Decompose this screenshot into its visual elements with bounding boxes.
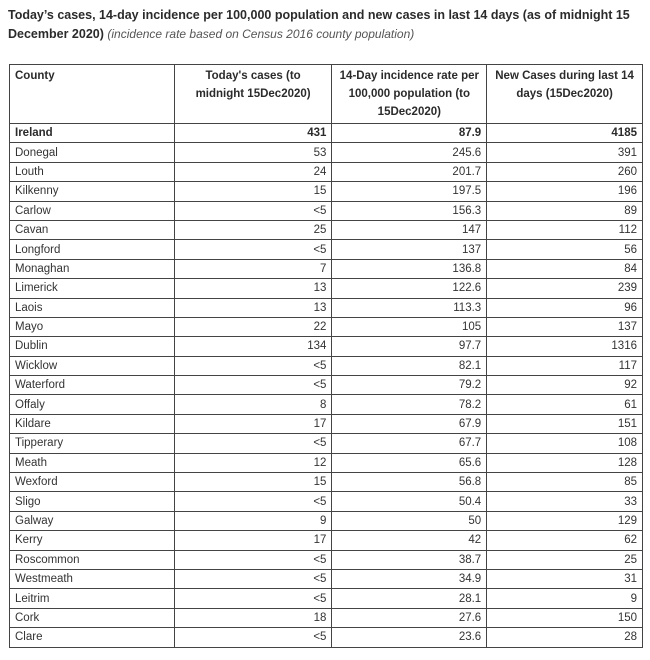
cell-county: Cork [10, 608, 175, 627]
table-row [10, 298, 643, 317]
cell-new-cases: 129 [487, 511, 643, 530]
cell-today-cases: <5 [174, 434, 332, 453]
cell-county: Waterford [10, 376, 175, 395]
cell-county: Longford [10, 240, 175, 259]
cell-today-cases: 13 [174, 298, 332, 317]
cell-new-cases: 128 [487, 453, 643, 472]
cell-incidence-rate: 67.9 [332, 414, 487, 433]
cell-incidence-rate: 122.6 [332, 279, 487, 298]
table-row [10, 143, 643, 162]
cell-today-cases: 9 [174, 511, 332, 530]
cell-incidence-rate: 156.3 [332, 201, 487, 220]
cell-incidence-rate: 27.6 [332, 608, 487, 627]
cell-today-cases: <5 [174, 628, 332, 647]
cell-today-cases: 18 [174, 608, 332, 627]
cell-county: Leitrim [10, 589, 175, 608]
table-body [10, 124, 643, 648]
cell-incidence-rate: 197.5 [332, 182, 487, 201]
cell-today-cases: 25 [174, 220, 332, 239]
cell-new-cases: 56 [487, 240, 643, 259]
cell-county: Wexford [10, 473, 175, 492]
cell-new-cases: 137 [487, 317, 643, 336]
cell-new-cases: 151 [487, 414, 643, 433]
cell-today-cases: 24 [174, 162, 332, 181]
table-row [10, 531, 643, 550]
cell-new-cases: 239 [487, 279, 643, 298]
table-row [10, 511, 643, 530]
cell-today-cases: 8 [174, 395, 332, 414]
cell-county: Tipperary [10, 434, 175, 453]
cell-county: Louth [10, 162, 175, 181]
cell-county: Roscommon [10, 550, 175, 569]
table-row [10, 240, 643, 259]
table-row [10, 182, 643, 201]
cell-incidence-rate: 105 [332, 317, 487, 336]
cell-new-cases: 150 [487, 608, 643, 627]
cell-today-cases: 53 [174, 143, 332, 162]
cell-county: Kerry [10, 531, 175, 550]
header-new-cases: New Cases during last 14 days (15Dec2020) [487, 65, 643, 124]
cell-new-cases: 391 [487, 143, 643, 162]
heading-note: (incidence rate based on Census 2016 county population) [107, 27, 415, 41]
cell-incidence-rate: 79.2 [332, 376, 487, 395]
table-row-total [10, 124, 643, 143]
header-today-cases: Today's cases (to midnight 15Dec2020) [174, 65, 332, 124]
cell-county: Westmeath [10, 569, 175, 588]
header-incidence-rate: 14-Day incidence rate per 100,000 population (to 15Dec2020) [332, 65, 487, 124]
cell-today-cases: 431 [174, 124, 332, 143]
cell-new-cases: 4185 [487, 124, 643, 143]
cell-incidence-rate: 28.1 [332, 589, 487, 608]
cell-county: Monaghan [10, 259, 175, 278]
table-row [10, 317, 643, 336]
table-row [10, 589, 643, 608]
cell-today-cases: 13 [174, 279, 332, 298]
cell-today-cases: 17 [174, 414, 332, 433]
cell-county: Dublin [10, 337, 175, 356]
cell-today-cases: <5 [174, 550, 332, 569]
cell-incidence-rate: 137 [332, 240, 487, 259]
table-row [10, 473, 643, 492]
table-row [10, 550, 643, 569]
cell-county: Kildare [10, 414, 175, 433]
table-row [10, 395, 643, 414]
cases-table [9, 64, 643, 648]
cell-incidence-rate: 147 [332, 220, 487, 239]
cell-incidence-rate: 34.9 [332, 569, 487, 588]
cell-today-cases: 17 [174, 531, 332, 550]
cell-incidence-rate: 50.4 [332, 492, 487, 511]
cell-county: Ireland [10, 124, 175, 143]
cell-county: Offaly [10, 395, 175, 414]
cell-new-cases: 196 [487, 182, 643, 201]
cell-county: Meath [10, 453, 175, 472]
cell-today-cases: <5 [174, 569, 332, 588]
table-row [10, 279, 643, 298]
cell-today-cases: <5 [174, 376, 332, 395]
cell-incidence-rate: 201.7 [332, 162, 487, 181]
cell-incidence-rate: 245.6 [332, 143, 487, 162]
cell-incidence-rate: 38.7 [332, 550, 487, 569]
cell-today-cases: 15 [174, 182, 332, 201]
cell-incidence-rate: 67.7 [332, 434, 487, 453]
cell-county: Limerick [10, 279, 175, 298]
cell-new-cases: 108 [487, 434, 643, 453]
cell-today-cases: 7 [174, 259, 332, 278]
cell-county: Laois [10, 298, 175, 317]
table-row [10, 453, 643, 472]
cell-new-cases: 1316 [487, 337, 643, 356]
cell-county: Clare [10, 628, 175, 647]
cell-incidence-rate: 97.7 [332, 337, 487, 356]
cell-county: Cavan [10, 220, 175, 239]
cell-new-cases: 9 [487, 589, 643, 608]
cell-new-cases: 117 [487, 356, 643, 375]
cell-new-cases: 92 [487, 376, 643, 395]
cell-county: Donegal [10, 143, 175, 162]
cell-new-cases: 85 [487, 473, 643, 492]
cell-county: Carlow [10, 201, 175, 220]
cell-today-cases: <5 [174, 240, 332, 259]
table-row [10, 414, 643, 433]
cell-incidence-rate: 82.1 [332, 356, 487, 375]
table-row [10, 337, 643, 356]
cell-new-cases: 96 [487, 298, 643, 317]
table-header [10, 65, 643, 124]
cell-new-cases: 112 [487, 220, 643, 239]
cell-incidence-rate: 50 [332, 511, 487, 530]
cell-new-cases: 84 [487, 259, 643, 278]
cell-today-cases: <5 [174, 589, 332, 608]
table-row [10, 569, 643, 588]
cell-new-cases: 33 [487, 492, 643, 511]
heading-title: Today’s cases, 14-day incidence per 100,000 population and new cases in last 14 days (as of midnight 15 December 2020) [8, 8, 630, 41]
table-row [10, 162, 643, 181]
cell-incidence-rate: 42 [332, 531, 487, 550]
cell-county: Sligo [10, 492, 175, 511]
table-row [10, 628, 643, 647]
table-row [10, 608, 643, 627]
cell-today-cases: 22 [174, 317, 332, 336]
table-row [10, 376, 643, 395]
table-row [10, 220, 643, 239]
table-row [10, 259, 643, 278]
cell-incidence-rate: 78.2 [332, 395, 487, 414]
page-heading [8, 6, 638, 44]
cell-incidence-rate: 23.6 [332, 628, 487, 647]
cell-county: Galway [10, 511, 175, 530]
header-county: County [10, 65, 175, 124]
cell-today-cases: 134 [174, 337, 332, 356]
cell-incidence-rate: 113.3 [332, 298, 487, 317]
cell-today-cases: 15 [174, 473, 332, 492]
cell-incidence-rate: 65.6 [332, 453, 487, 472]
cell-county: Mayo [10, 317, 175, 336]
cell-today-cases: <5 [174, 356, 332, 375]
cell-new-cases: 28 [487, 628, 643, 647]
cell-today-cases: <5 [174, 201, 332, 220]
cell-county: Wicklow [10, 356, 175, 375]
table-row [10, 201, 643, 220]
cell-new-cases: 260 [487, 162, 643, 181]
cell-today-cases: <5 [174, 492, 332, 511]
cell-new-cases: 89 [487, 201, 643, 220]
table-row [10, 434, 643, 453]
cell-new-cases: 62 [487, 531, 643, 550]
cell-new-cases: 61 [487, 395, 643, 414]
cell-new-cases: 31 [487, 569, 643, 588]
cell-incidence-rate: 136.8 [332, 259, 487, 278]
cell-county: Kilkenny [10, 182, 175, 201]
cell-incidence-rate: 87.9 [332, 124, 487, 143]
table-row [10, 356, 643, 375]
cell-new-cases: 25 [487, 550, 643, 569]
header-row [10, 65, 643, 124]
table-row [10, 492, 643, 511]
cell-today-cases: 12 [174, 453, 332, 472]
cell-incidence-rate: 56.8 [332, 473, 487, 492]
